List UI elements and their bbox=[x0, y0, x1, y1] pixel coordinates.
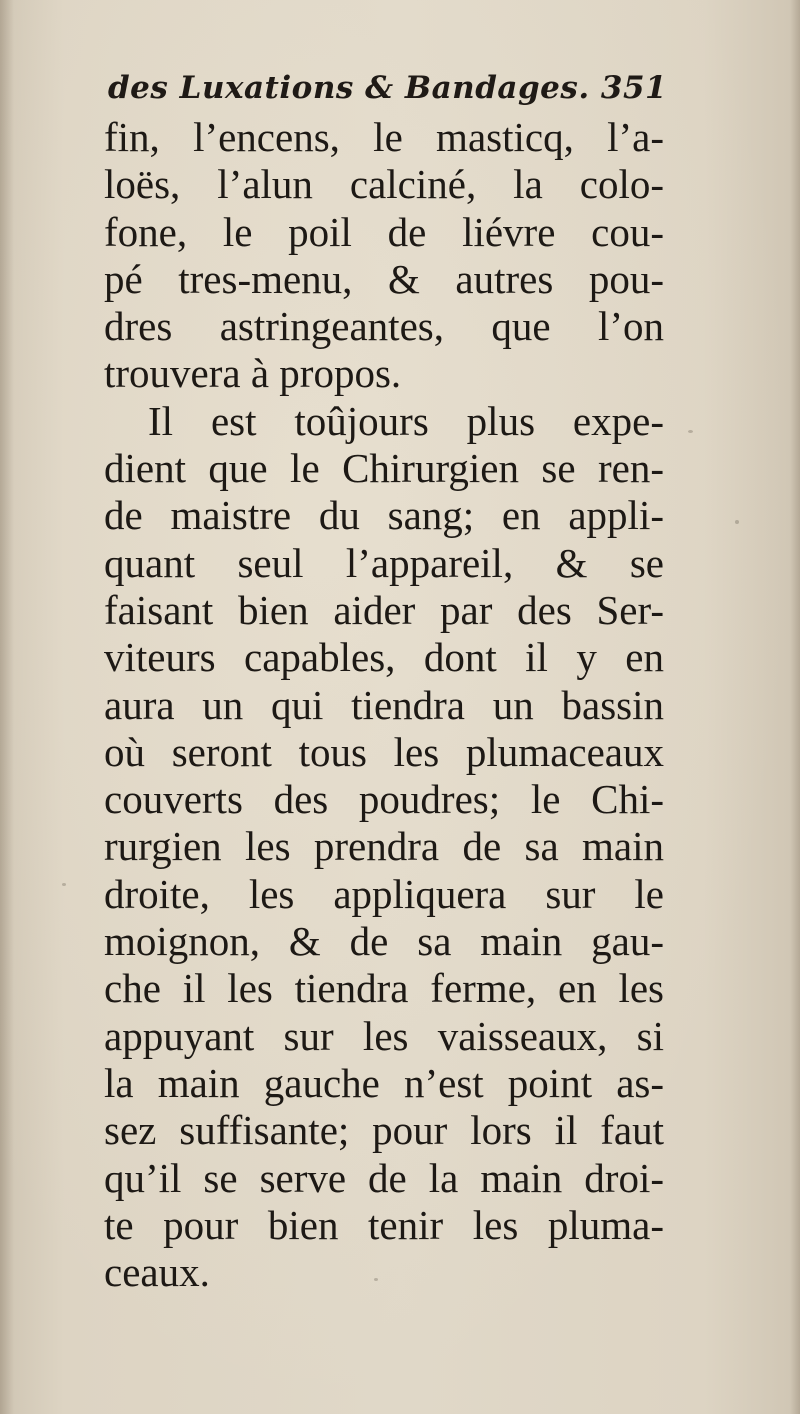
text-line: faisant bien aider par des Ser- bbox=[104, 586, 664, 633]
text-line: la main gauche n’est point as- bbox=[104, 1059, 664, 1106]
text-line: sez suffisante; pour lors il faut bbox=[104, 1107, 664, 1154]
text-line: fin, l’encens, le masticq, l’a- bbox=[104, 114, 664, 160]
text-line: droite, les appliquera sur le bbox=[104, 870, 664, 917]
text-line: où seront tous les plumaceaux bbox=[104, 728, 664, 775]
paper-speck bbox=[374, 1278, 378, 1281]
text-line: de maistre du sang; en appli- bbox=[104, 492, 664, 539]
text-line: rurgien les prendra de sa main bbox=[104, 823, 664, 870]
text-line: quant seul l’appareil, & se bbox=[104, 539, 664, 586]
text-line: moignon, & de sa main gau- bbox=[104, 918, 664, 965]
body-text bbox=[104, 114, 664, 1296]
text-line: couverts des poudres; le Chi- bbox=[104, 776, 664, 823]
text-line: dres astringeantes, que l’on bbox=[104, 303, 664, 350]
text-line: dient que le Chirurgien se ren- bbox=[104, 445, 664, 492]
page-right-edge-shadow bbox=[790, 0, 800, 1414]
text-line: Il est toûjours plus expe- bbox=[148, 397, 664, 444]
text-line: qu’il se serve de la main droi- bbox=[104, 1154, 664, 1201]
page-left-edge-shadow bbox=[0, 0, 14, 1414]
paper-speck bbox=[688, 430, 693, 433]
paragraph-1 bbox=[104, 114, 664, 398]
running-head: des Luxations & Bandages. 351 bbox=[108, 70, 668, 106]
text-line: che il les tiendra ferme, en les bbox=[104, 965, 664, 1012]
paper-speck bbox=[62, 883, 66, 886]
paper-speck bbox=[735, 520, 739, 524]
text-line: loës, l’alun calciné, la colo- bbox=[104, 161, 664, 208]
text-line: aura un qui tiendra un bassin bbox=[104, 681, 664, 728]
text-line: pé tres-menu, & autres pou- bbox=[104, 255, 664, 302]
text-line: trouvera à propos. bbox=[104, 350, 402, 397]
text-line: te pour bien tenir les pluma- bbox=[104, 1201, 664, 1248]
text-line: viteurs capables, dont il y en bbox=[104, 634, 664, 681]
text-line: fone, le poil de liévre cou- bbox=[104, 208, 664, 255]
text-line: appuyant sur les vaisseaux, si bbox=[104, 1012, 664, 1059]
text-line: ceaux. bbox=[104, 1249, 210, 1296]
paragraph-2 bbox=[104, 398, 664, 1297]
